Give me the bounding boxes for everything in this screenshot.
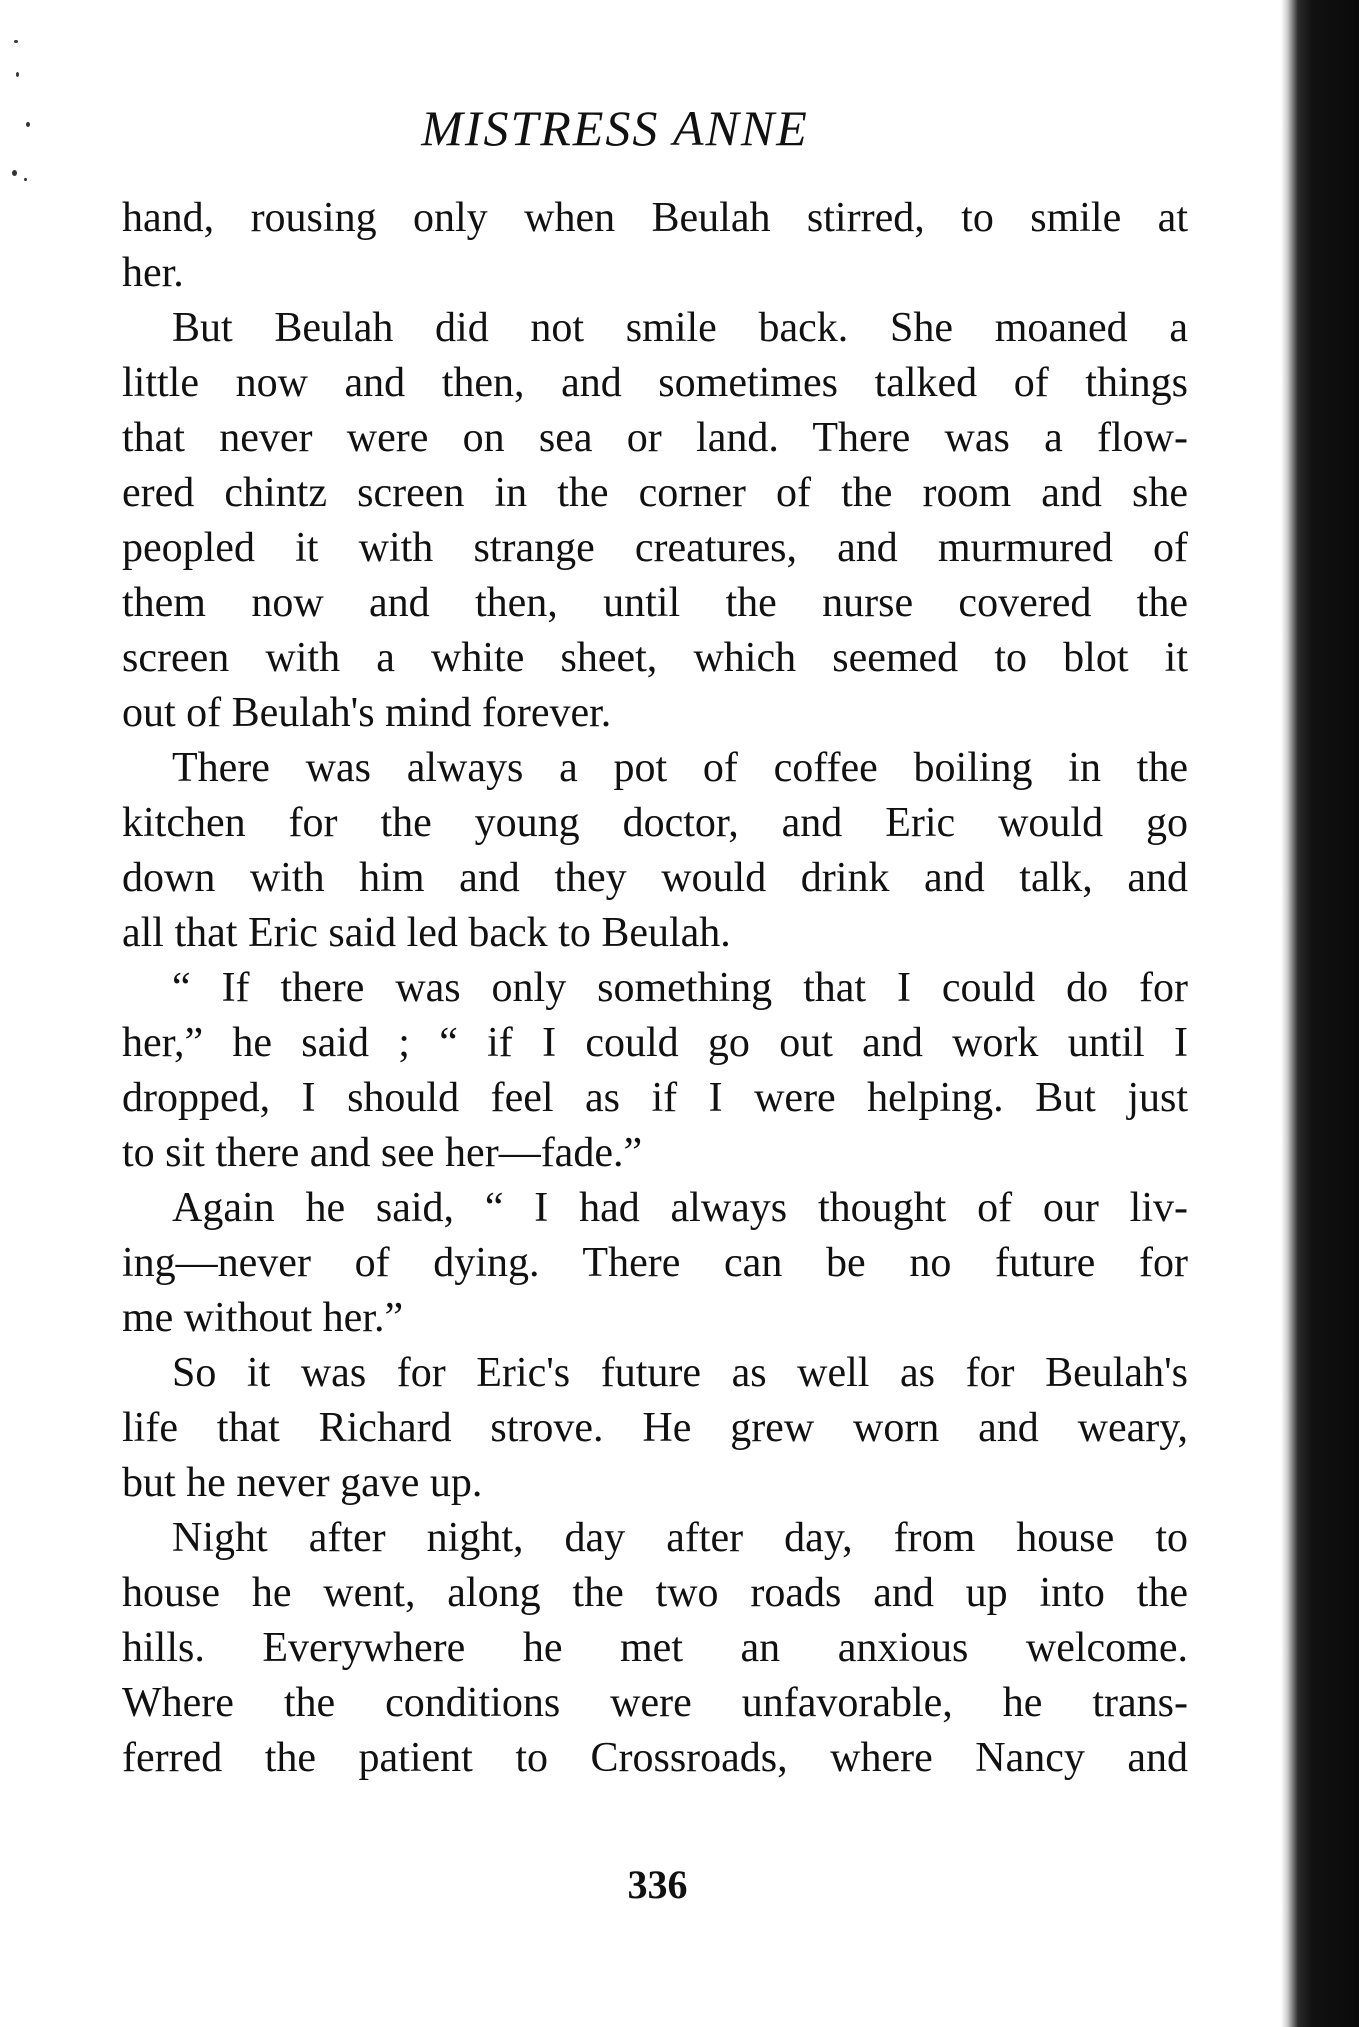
text-line: but he never gave up. — [122, 1460, 483, 1506]
text-line: me without her.” — [122, 1295, 404, 1341]
page-edge-shadow — [1281, 0, 1359, 2027]
text-line: her,” he said ; “ if I could go out and work until I — [122, 1020, 1188, 1066]
text-line: life that Richard strove. He grew worn and weary, — [122, 1405, 1188, 1451]
text-line: So it was for Eric's future as well as for Beulah's — [172, 1350, 1188, 1396]
margin-speck — [26, 122, 30, 127]
margin-speck — [16, 72, 19, 77]
text-line: little now and then, and sometimes talked of things — [122, 360, 1188, 406]
text-line: Again he said, “ I had always thought of our liv- — [172, 1185, 1188, 1231]
body-text — [122, 191, 1188, 1786]
text-line: “ If there was only something that I could do for — [172, 965, 1188, 1011]
text-line: screen with a white sheet, which seemed to blot it — [122, 635, 1188, 681]
margin-speck — [12, 170, 17, 176]
text-line: ferred the patient to Crossroads, where Nancy and — [122, 1735, 1188, 1781]
running-header: MISTRESS ANNE — [421, 100, 809, 156]
margin-speck — [24, 178, 27, 181]
text-line: them now and then, until the nurse covered the — [122, 580, 1188, 626]
text-line: her. — [122, 250, 184, 296]
text-line: But Beulah did not smile back. She moaned a — [172, 305, 1188, 351]
text-line: down with him and they would drink and talk, and — [122, 855, 1188, 901]
text-line: dropped, I should feel as if I were helping. But just — [122, 1075, 1188, 1121]
text-line: peopled it with strange creatures, and murmured of — [122, 525, 1188, 571]
text-line: kitchen for the young doctor, and Eric would go — [122, 800, 1188, 846]
text-line: ered chintz screen in the corner of the room and she — [122, 470, 1188, 516]
text-line: out of Beulah's mind forever. — [122, 690, 612, 736]
text-line: There was always a pot of coffee boiling in the — [172, 745, 1188, 791]
text-line: hand, rousing only when Beulah stirred, to smile at — [122, 195, 1188, 241]
text-line: ing—never of dying. There can be no future for — [122, 1240, 1188, 1286]
text-line: Night after night, day after day, from house to — [172, 1515, 1188, 1561]
margin-speck — [14, 40, 18, 43]
text-line: that never were on sea or land. There was a flow- — [122, 415, 1188, 461]
page-number: 336 — [627, 1862, 688, 1907]
text-line: hills. Everywhere he met an anxious welcome. — [122, 1625, 1188, 1671]
text-line: house he went, along the two roads and up into the — [122, 1570, 1188, 1616]
text-line: to sit there and see her—fade.” — [122, 1130, 643, 1176]
text-line: all that Eric said led back to Beulah. — [122, 910, 731, 956]
text-line: Where the conditions were unfavorable, he trans- — [122, 1680, 1188, 1726]
